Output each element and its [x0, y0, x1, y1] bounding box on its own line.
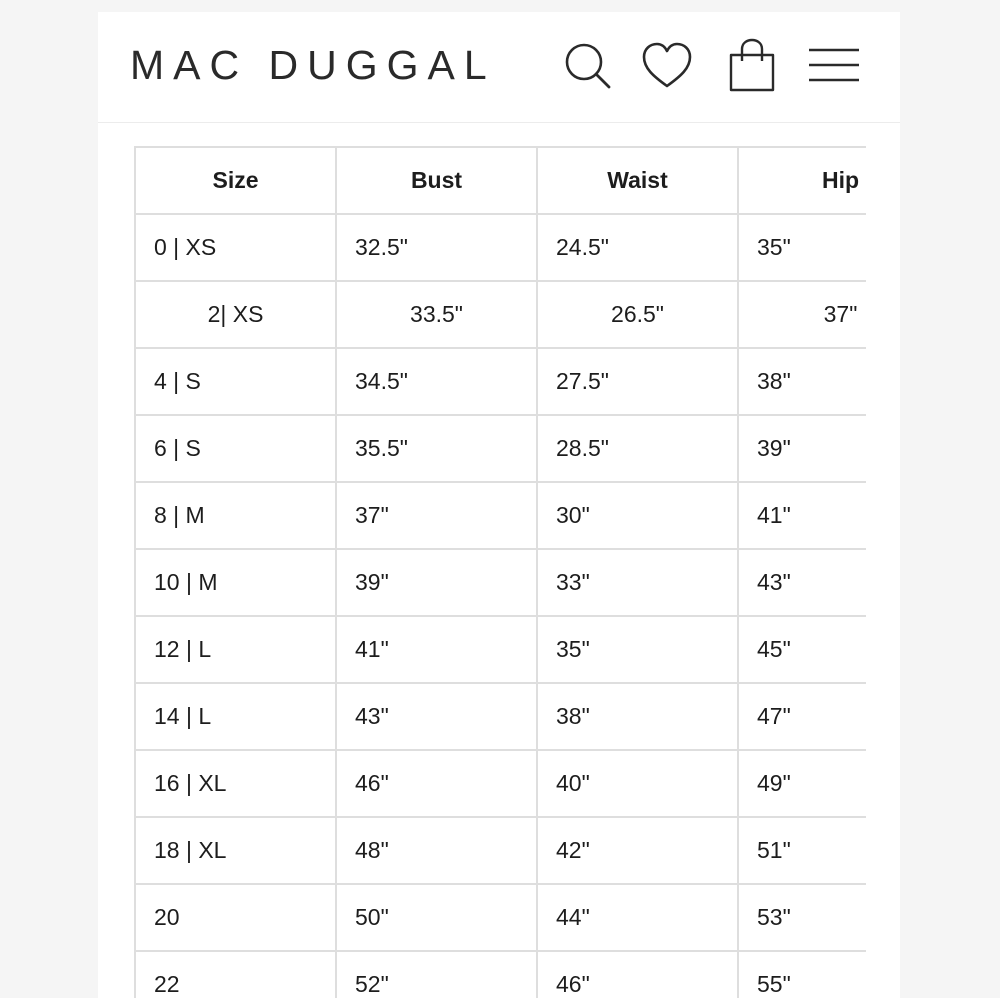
table-row: [135, 616, 866, 683]
hip-cell: 39": [738, 415, 866, 482]
bust-cell: 48": [336, 817, 537, 884]
waist-cell: 33": [537, 549, 738, 616]
bust-cell: 34.5": [336, 348, 537, 415]
menu-icon[interactable]: [806, 38, 862, 94]
column-header-hip: Hip: [738, 147, 866, 214]
size-cell: 20: [135, 884, 336, 951]
size-cell: 8 | M: [135, 482, 336, 549]
size-cell: 22: [135, 951, 336, 998]
waist-cell: 44": [537, 884, 738, 951]
bust-cell: 41": [336, 616, 537, 683]
hip-cell: 55": [738, 951, 866, 998]
size-cell: 2| XS: [135, 281, 336, 348]
waist-cell: 40": [537, 750, 738, 817]
size-chart-table-container[interactable]: [134, 146, 866, 998]
waist-cell: 46": [537, 951, 738, 998]
table-row: [135, 683, 866, 750]
size-cell: 6 | S: [135, 415, 336, 482]
table-row: [135, 415, 866, 482]
bust-cell: 33.5": [336, 281, 537, 348]
size-cell: 14 | L: [135, 683, 336, 750]
hip-cell: 45": [738, 616, 866, 683]
size-cell: 4 | S: [135, 348, 336, 415]
size-cell: 16 | XL: [135, 750, 336, 817]
bust-cell: 39": [336, 549, 537, 616]
bust-cell: 35.5": [336, 415, 537, 482]
waist-cell: 27.5": [537, 348, 738, 415]
table-row: [135, 348, 866, 415]
site-header: [98, 12, 900, 123]
column-header-waist: Waist: [537, 147, 738, 214]
table-row: [135, 951, 866, 998]
table-row: [135, 482, 866, 549]
waist-cell: 42": [537, 817, 738, 884]
size-cell: 12 | L: [135, 616, 336, 683]
table-row: [135, 817, 866, 884]
table-row: [135, 214, 866, 281]
column-header-bust: Bust: [336, 147, 537, 214]
table-row: [135, 750, 866, 817]
waist-cell: 30": [537, 482, 738, 549]
column-header-size: Size: [135, 147, 336, 214]
bust-cell: 46": [336, 750, 537, 817]
waist-cell: 28.5": [537, 415, 738, 482]
hip-cell: 47": [738, 683, 866, 750]
waist-cell: 38": [537, 683, 738, 750]
hip-cell: 53": [738, 884, 866, 951]
table-row: [135, 281, 866, 348]
size-chart-table: [134, 146, 866, 998]
hip-cell: 37": [738, 281, 866, 348]
size-chart-page: [98, 12, 900, 998]
hip-cell: 51": [738, 817, 866, 884]
bust-cell: 37": [336, 482, 537, 549]
hip-cell: 43": [738, 549, 866, 616]
waist-cell: 24.5": [537, 214, 738, 281]
hip-cell: 35": [738, 214, 866, 281]
table-header-row: [135, 147, 866, 214]
bust-cell: 43": [336, 683, 537, 750]
search-icon[interactable]: [560, 38, 616, 94]
bust-cell: 32.5": [336, 214, 537, 281]
size-cell: 18 | XL: [135, 817, 336, 884]
size-cell: 10 | M: [135, 549, 336, 616]
waist-cell: 26.5": [537, 281, 738, 348]
hip-cell: 49": [738, 750, 866, 817]
table-row: [135, 549, 866, 616]
bust-cell: 52": [336, 951, 537, 998]
shopping-bag-icon[interactable]: [724, 38, 780, 94]
waist-cell: 35": [537, 616, 738, 683]
bust-cell: 50": [336, 884, 537, 951]
brand-logo[interactable]: MAC DUGGAL: [130, 42, 496, 88]
hip-cell: 38": [738, 348, 866, 415]
table-row: [135, 884, 866, 951]
size-cell: 0 | XS: [135, 214, 336, 281]
heart-icon[interactable]: [639, 38, 695, 94]
hip-cell: 41": [738, 482, 866, 549]
